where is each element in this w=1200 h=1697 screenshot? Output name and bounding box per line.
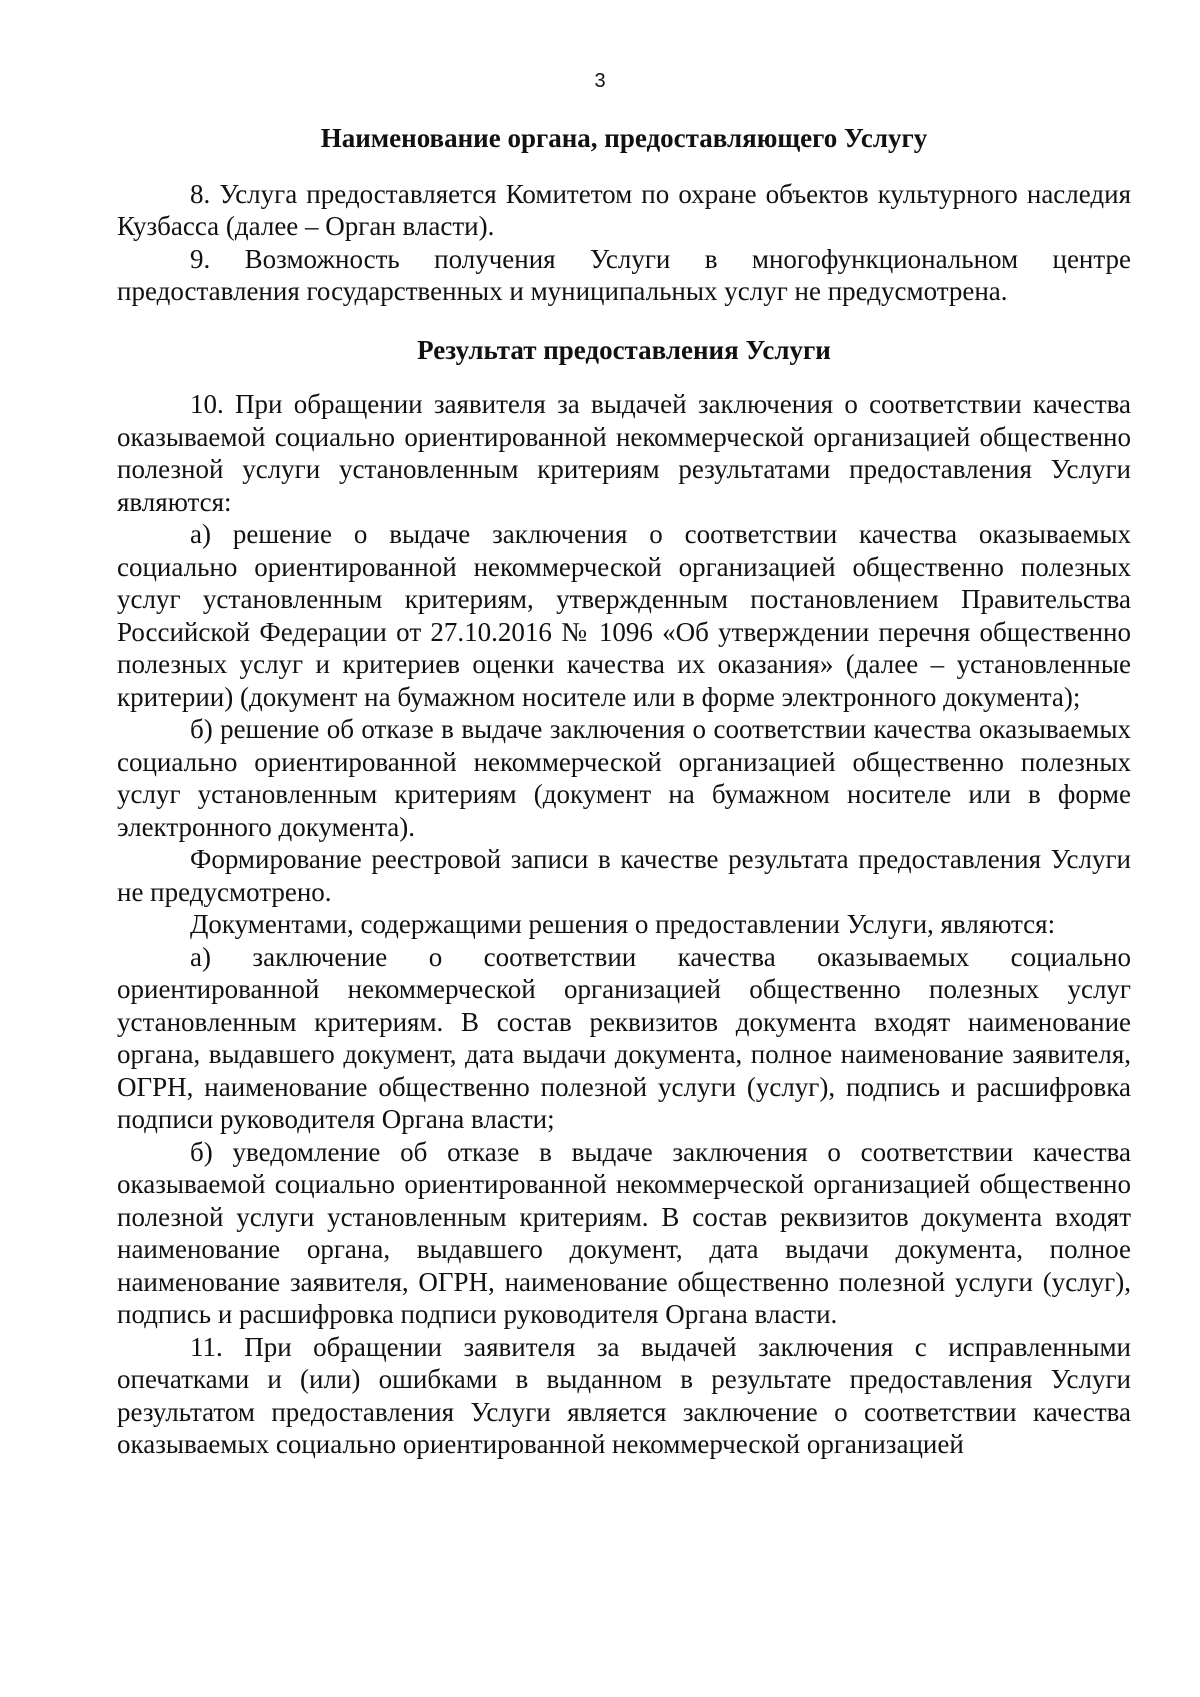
paragraph-documents: Документами, содержащими решения о предоставлении Услуги, являются:	[190, 909, 1056, 939]
page-body	[117, 122, 1131, 1461]
section-heading-result: Результат предоставления Услуги	[417, 334, 831, 365]
paragraph-10-a: а) решение о выдаче заключения о соответствии качества оказываемых социально ориентированной некоммерческой организацией общественно полезных услуг установленным критериям, утвержденным постановлением Правительства Российской Федерации от 27.10.2016 № 1096 «Об утверждении перечня общественно полезных услуг и критериев оценки качества их оказания» (далее – установленные критерии) (документ на бумажном носителе или в форме электронного документа);	[117, 519, 1131, 712]
paragraph-registry: Формирование реестровой записи в качестве результата предоставления Услуги не предусмотрено.	[117, 844, 1131, 907]
paragraph-documents-a: а) заключение о соответствии качества оказываемых социально ориентированной некоммерческой организацией общественно полезных услуг установленным критериям. В состав реквизитов документа входят наименование органа, выдавшего документ, дата выдачи документа, полное наименование заявителя, ОГРН, наименование общественно полезной услуги (услуг), подпись и расшифровка подписи руководителя Органа власти;	[117, 941, 1131, 1134]
paragraph-10-b: б) решение об отказе в выдаче заключения о соответствии качества оказываемых социально ориентированной некоммерческой организацией общественно полезных услуг установленным критериям (документ на бумажном носителе или в форме электронного документа).	[117, 714, 1131, 842]
page-number: 3	[594, 70, 606, 92]
section-heading-authority: Наименование органа, предоставляющего Услугу	[320, 123, 928, 153]
paragraph-documents-b: б) уведомление об отказе в выдаче заключения о соответствии качества оказываемой социально ориентированной некоммерческой организацией общественно полезной услуги установленным критериям. В состав реквизитов документа входят наименование органа, выдавшего документ, дата выдачи документа, полное наименование заявителя, ОГРН, наименование общественно полезной услуги (услуг), подпись и расшифровка подписи руководителя Органа власти.	[117, 1136, 1131, 1329]
paragraph-8: 8. Услуга предоставляется Комитетом по охране объектов культурного наследия Кузбасса (далее – Орган власти).	[117, 178, 1131, 241]
paragraph-9: 9. Возможность получения Услуги в многофункциональном центре предоставления государственных и муниципальных услуг не предусмотрена.	[117, 243, 1131, 306]
paragraph-10: 10. При обращении заявителя за выдачей заключения о соответствии качества оказываемой социально ориентированной некоммерческой организацией общественно полезной услуги установленным критериям результатами предоставления Услуги являются:	[117, 389, 1131, 517]
paragraph-11: 11. При обращении заявителя за выдачей заключения с исправленными опечатками и (или) ошибками в выданном в результате предоставления Услуги результатом предоставления Услуги является заключение о соответствии качества оказываемых социально ориентированной некоммерческой организацией	[117, 1331, 1131, 1459]
